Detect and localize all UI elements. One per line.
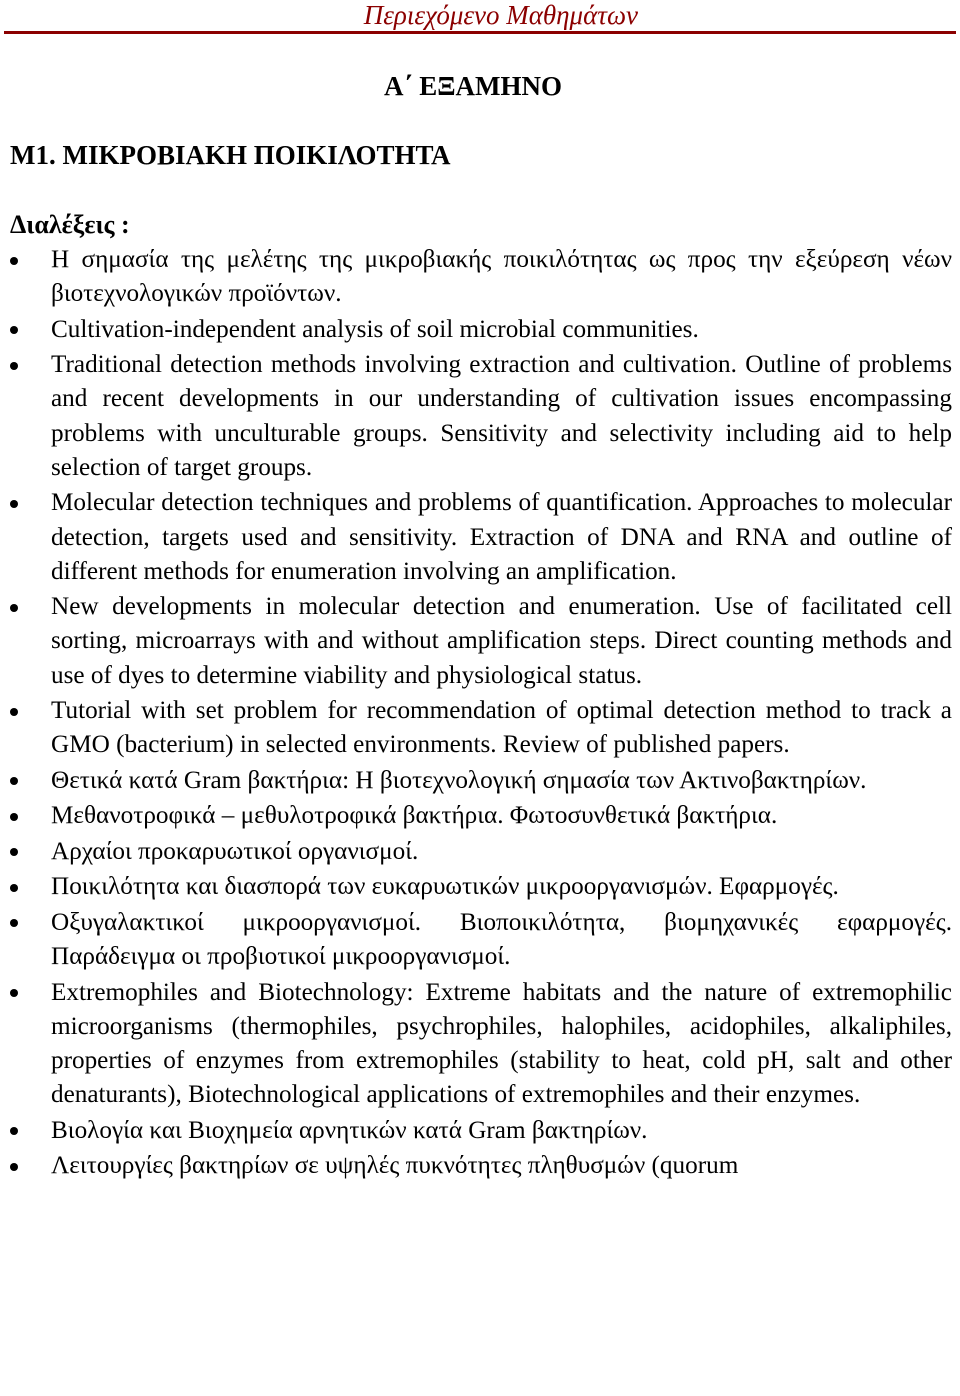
list-item-text: Αρχαίοι προκαρυωτικοί οργανισμοί. (51, 837, 419, 865)
list-item-text: Μεθανοτροφικά – μεθυλοτροφικά βακτήρια. Φωτοσυνθετικά βακτήρια. (51, 802, 778, 830)
bullet-icon (10, 848, 18, 856)
bullet-icon (10, 257, 18, 265)
list-item-text: Molecular detection techniques and problems of quantification. Approaches to molecular detection, targets used and sensitivity. Extraction of DNA and RNA and outline of different methods for enumeration involving an amplification. (51, 489, 952, 585)
bullet-icon (10, 604, 18, 612)
bullet-icon (10, 884, 18, 892)
semester-heading: Α΄ ΕΞΑΜΗΝΟ (384, 71, 563, 101)
list-item-text: Ποικιλότητα και διασπορά των ευκαρυωτικών μικροοργανισμών. Εφαρμογές. (51, 873, 839, 901)
list-item-text: Extremophiles and Biotechnology: Extreme habitats and the nature of extremophilic microorganisms (thermophiles, psychrophiles, halophiles, acidophiles, alkaliphiles, properties of enzymes from extremophiles (stability to heat, cold pH, salt and other denaturants), Biotechnological applications of extremophiles and their enzymes. (51, 978, 952, 1109)
list-item (0, 835, 952, 869)
list-item (0, 590, 952, 693)
bullet-icon (10, 326, 18, 334)
list-item-text: Η σημασία της μελέτης της μικροβιακής ποικιλότητας ως προς την εξεύρεση νέων βιοτεχνολογικών προϊόντων. (51, 246, 952, 308)
list-item-text: Tutorial with set problem for recommendation of optimal detection method to track a GMO (bacterium) in selected environments. Review of published papers. (51, 697, 952, 759)
list-item (0, 799, 952, 833)
list-item-text: Cultivation-independent analysis of soil microbial communities. (51, 315, 699, 343)
list-item (0, 764, 952, 798)
list-item (0, 243, 952, 311)
bullet-icon (10, 1127, 18, 1135)
lectures-heading: Διαλέξεις : (10, 210, 130, 239)
bullet-icon (10, 989, 18, 997)
module-title: Μ1. ΜΙΚΡΟΒΙΑΚΗ ΠΟΙΚΙΛΟΤΗΤΑ (10, 140, 451, 170)
list-item-text: Βιολογία και Βιοχημεία αρνητικών κατά Gram βακτηρίων. (51, 1116, 648, 1144)
list-item (0, 313, 952, 347)
lecture-topics-list (0, 243, 952, 1185)
header-divider (4, 31, 956, 34)
list-item (0, 694, 952, 762)
list-item-text: Traditional detection methods involving extraction and cultivation. Outline of problems and recent developments in our understanding of cultivation issues encompassing problems with unculturable groups. Sensitivity and selectivity including aid to help selection of target groups. (51, 351, 952, 481)
list-item-text: New developments in molecular detection and enumeration. Use of facilitated cell sorting, microarrays with and without amplification steps. Direct counting methods and use of dyes to determine viability and physiological status. (51, 593, 952, 689)
list-item (0, 870, 952, 904)
list-item (0, 348, 952, 485)
bullet-icon (10, 708, 18, 716)
list-item-text: Θετικά κατά Gram βακτήρια: Η βιοτεχνολογική σημασία των Ακτινοβακτηρίων. (51, 766, 867, 794)
bullet-icon (10, 1163, 18, 1171)
list-item (0, 1114, 952, 1148)
list-item (0, 486, 952, 589)
list-item (0, 1149, 952, 1183)
bullet-icon (10, 777, 18, 785)
running-header-title: Περιεχόμενο Μαθημάτων (363, 0, 638, 30)
bullet-icon (10, 813, 18, 821)
bullet-icon (10, 919, 18, 927)
list-item (0, 906, 952, 974)
bullet-icon (10, 500, 18, 508)
list-item-text: Οξυγαλακτικοί μικροοργανισμοί. Βιοποικιλότητα, βιομηχανικές εφαρμογές. Παράδειγμα οι προβιοτικοί μικροοργανισμοί. (51, 908, 952, 971)
list-item-text: Λειτουργίες βακτηρίων σε υψηλές πυκνότητες πληθυσμών (quorum (51, 1152, 739, 1180)
list-item (0, 976, 952, 1113)
bullet-icon (10, 362, 18, 370)
